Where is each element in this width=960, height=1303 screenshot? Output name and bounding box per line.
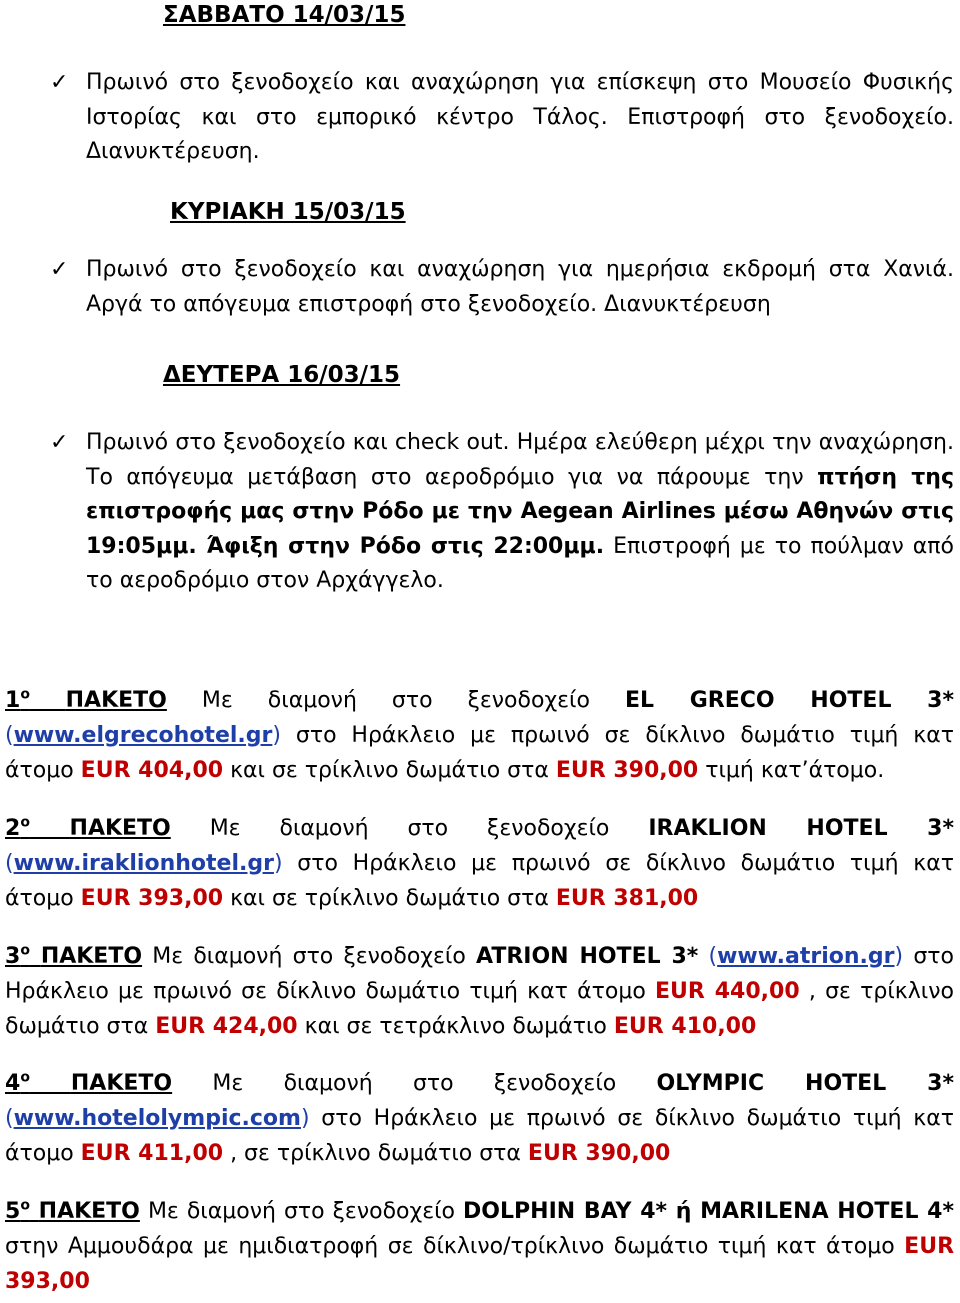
day-title-saturday: ΣΑΒΒΑΤΟ 14/03/15 <box>163 2 406 28</box>
package-label: $4^o$ ΠΑΚΕΤΟ <box>5 1069 173 1096</box>
itinerary-item-sunday <box>50 253 954 322</box>
package-3: $3^o$ ΠΑΚΕΤΟ Με διαμονή στο ξενοδοχείο ATRION HOTEL 3* (www.atrion.gr) στο Ηράκλειο με πρωινό σε δίκλινο δωμάτιο τιμή κατ άτομο EUR 440,00 , σε τρίκλινο δωμάτιο στα EUR 424,00 και σε τετράκλινο δωμάτιο EUR 410,00 <box>5 942 954 1039</box>
flight-info: πτήση της επιστροφής μας στην Ρόδο με την Aegean Airlines μέσω Αθηνών στις 19:05μμ. Άφιξη στην Ρόδο στις 22:00μμ. <box>86 464 954 559</box>
hotel-link[interactable]: www.hotelolympic.com <box>13 1106 301 1131</box>
price-double: EUR 440,00 <box>655 979 800 1004</box>
price-double: EUR 393,00 <box>5 1234 955 1294</box>
package-label: $1^o$ ΠΑΚΕΤΟ <box>5 686 167 713</box>
package-1: $1^o$ ΠΑΚΕΤΟ Με διαμονή στο ξενοδοχείο EL GRECO HOTEL 3* (www.elgrecohotel.gr) στο Ηράκλειο με πρωινό σε δίκλινο δωμάτιο τιμή κατ άτομο EUR 404,00 και σε τρίκλινο δωμάτιο στα EUR 390,00 τιμή κατ’άτομο. <box>5 686 954 783</box>
price-double: EUR 393,00 <box>80 886 224 911</box>
checkmark-icon: ✓ <box>50 257 69 282</box>
checkmark-icon: ✓ <box>50 430 69 455</box>
price-triple: EUR 381,00 <box>555 886 699 911</box>
price-quadruple: EUR 410,00 <box>613 1014 757 1039</box>
day-title-sunday: ΚΥΡΙΑΚΗ 15/03/15 <box>170 199 406 225</box>
hotel-name: ATRION HOTEL 3* <box>476 944 699 969</box>
price-double: EUR 411,00 <box>80 1141 224 1166</box>
price-triple: EUR 390,00 <box>555 758 699 783</box>
hotel-link[interactable]: www.iraklionhotel.gr <box>13 851 274 876</box>
package-label: $5^o$ ΠΑΚΕΤΟ <box>5 1197 140 1224</box>
hotel-link[interactable]: www.atrion.gr <box>717 944 895 969</box>
itinerary-item-monday <box>50 426 954 599</box>
itinerary-text: Πρωινό στο ξενοδοχείο και αναχώρηση για ημερήσια εκδρομή στα Χανιά. Αργά το απόγευμα επιστροφή στο ξενοδοχείο. Διανυκτέρευση <box>86 257 954 317</box>
package-4: $4^o$ ΠΑΚΕΤΟ Με διαμονή στο ξενοδοχείο OLYMPIC HOTEL 3* (www.hotelolympic.com) στο Ηράκλειο με πρωινό σε δίκλινο δωμάτιο τιμή κατ άτομο EUR 411,00 , σε τρίκλινο δωμάτιο στα EUR 390,00 <box>5 1069 954 1166</box>
price-double: EUR 404,00 <box>80 758 224 783</box>
checkmark-icon: ✓ <box>50 70 69 95</box>
price-triple: EUR 424,00 <box>155 1014 298 1039</box>
hotel-link[interactable]: www.elgrecohotel.gr <box>13 723 273 748</box>
itinerary-item-saturday <box>50 66 954 170</box>
itinerary-text: Πρωινό στο ξενοδοχείο και αναχώρηση για επίσκεψη στο Μουσείο Φυσικής Ιστορίας και στο εμπορικό κέντρο Τάλος. Επιστροφή στο ξενοδοχείο. Διανυκτέρευση. <box>86 70 954 164</box>
hotel-name: OLYMPIC HOTEL 3* <box>656 1071 954 1096</box>
itinerary-text: Πρωινό στο ξενοδοχείο και check out. Ημέρα ελεύθερη μέχρι την αναχώρηση. Το απόγευμα μετάβαση στο αεροδρόμιο για να πάρουμε την πτήση της επιστροφής μας στην Ρόδο με την Aegean Airlines μέσω Αθηνών στις 19:05μμ. Άφιξη στην Ρόδο στις 22:00μμ. Επιστροφή με το πούλμαν από το αεροδρόμιο στον Αρχάγγελο. <box>86 430 954 593</box>
hotel-name: EL GRECO HOTEL 3* <box>624 688 954 713</box>
package-2: $2^o$ ΠΑΚΕΤΟ Με διαμονή στο ξενοδοχείο IRAKLION HOTEL 3* (www.iraklionhotel.gr) στο Ηράκλειο με πρωινό σε δίκλινο δωμάτιο τιμή κατ άτομο EUR 393,00 και σε τρίκλινο δωμάτιο στα EUR 381,00 <box>5 814 954 911</box>
price-triple: EUR 390,00 <box>527 1141 671 1166</box>
package-label: $2^o$ ΠΑΚΕΤΟ <box>5 814 171 841</box>
package-label: $3^o$ ΠΑΚΕΤΟ <box>5 942 143 969</box>
hotel-name: DOLPHIN BAY 4* ή MARILENA HOTEL 4* <box>463 1199 954 1224</box>
hotel-name: IRAKLION HOTEL 3* <box>648 816 954 841</box>
package-5: $5^o$ ΠΑΚΕΤΟ Με διαμονή στο ξενοδοχείο DOLPHIN BAY 4* ή MARILENA HOTEL 4* στην Αμμουδάρα με ημιδιατροφή σε δίκλινο/τρίκλινο δωμάτιο τιμή κατ άτομο EUR 393,00 <box>5 1197 955 1294</box>
day-title-monday: ΔΕΥΤΕΡΑ 16/03/15 <box>163 362 401 388</box>
